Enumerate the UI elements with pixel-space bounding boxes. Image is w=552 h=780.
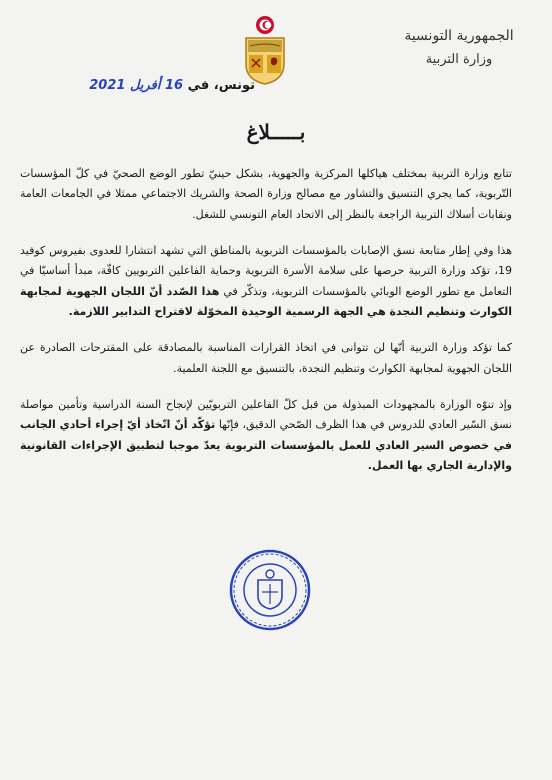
date-line — [85, 78, 255, 93]
republic-name: الجمهورية التونسية — [404, 28, 514, 44]
ministry-seal-stamp-icon — [228, 548, 312, 632]
paragraph-2-text: هذا وفي إطار متابعة نسق الإصابات بالمؤسسات التربوية بالمناطق التي تشهد انتشارا للعدوى بفيروس كوفيد 19، تؤكد وزارة التربية حرصها على سلامة الأسرة التربوية وحماية الفاعلين التربويين كافّة، مبدأ أساسيّا في التعامل مع تطور الوضع الوبائي بالمؤسسات التربوية، وتذكّر في — [20, 244, 512, 298]
letterhead — [394, 28, 524, 67]
place-label: تونس، في — [187, 78, 255, 93]
paragraph-4-text: وإذ تنوّه الوزارة بالمجهودات المبذولة من قبل كلّ الفاعلين التربويّين لإنجاح السنة الدراسية وتأمين مواصلة نسق السّير العادي للدروس في هذا الظرف الصّحي الدقيق، فإنّها — [20, 398, 512, 432]
paragraph-4 — [20, 395, 530, 476]
paragraph-4-bold: تؤكّد أنّ اتّخاذ أيّ إجراء أحادي الجانب في خصوص السير العادي للعمل بالمؤسسات التربوية يعدّ موجبا لتطبيق الإجراءات القانونية والإدارية الجاري بها العمل. — [20, 418, 512, 473]
paragraph-1-text: تتابع وزارة التربية بمختلف هياكلها المركزية والجهوية، بشكل حينيّ تطور الوضع الصحيّ في كلّ المؤسسات التّربوية، كما يجري التنسيق والتشاور مع مصالح وزارة الصحة والشريك الاجتماعي ممثلا في الجامعات العامة ونقابات أسلاك التربية الراجعة بالنظر إلى الاتحاد العام التونسي للشغل. — [20, 167, 512, 221]
date-stamp: 16 أفريل 2021 — [89, 78, 184, 93]
communique-title: بـــــلاغ — [246, 120, 306, 144]
paragraph-2 — [20, 241, 530, 322]
ministry-name: وزارة التربية — [425, 52, 493, 67]
communique-body — [20, 164, 530, 492]
paragraph-2-bold: هذا الصّدد أنّ اللجان الجهوية لمجابهة الكوارث وتنظيم النجدة هي الجهة الرسمية الوحيدة المخوّلة لاقتراح التدابير اللازمة. — [20, 284, 512, 319]
tunisia-coat-of-arms-icon — [240, 14, 290, 86]
paragraph-1 — [20, 164, 530, 225]
paragraph-3 — [20, 338, 530, 379]
paragraph-3-text: كما تؤكد وزارة التربية أنّها لن تتوانى في اتخاذ القرارات المناسبة بالمصادقة على المقترحات الصادرة عن اللجان الجهوية لمجابهة الكوارث وتنظيم النجدة، بالتنسيق مع اللجنة العلمية. — [20, 341, 512, 375]
